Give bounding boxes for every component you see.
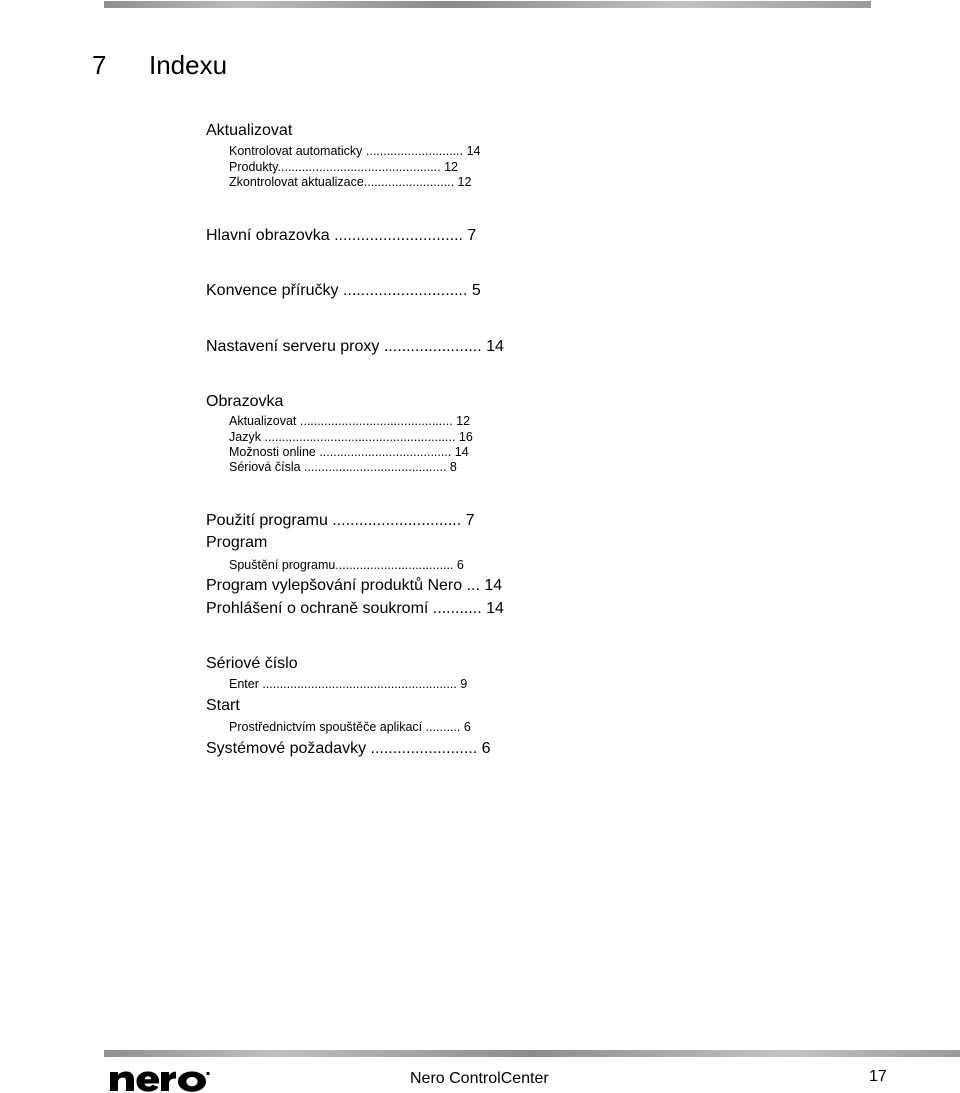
index-entry: Program vylepšování produktů Nero ... 14: [206, 577, 503, 594]
index-entry: Použití programu ............................. 7: [206, 512, 475, 529]
index-subentry: Kontrolovat automaticky ............................ 14: [229, 144, 481, 158]
index-entry: Obrazovka: [206, 393, 284, 410]
chapter-title: Indexu: [149, 50, 228, 80]
chapter-number: 7: [92, 50, 107, 80]
index-subentry: Prostřednictvím spouštěče aplikací .......... 6: [229, 720, 471, 734]
index-subentry: Aktualizovat ............................................ 12: [229, 414, 471, 428]
index-entry: Konvence příručky ............................ 5: [206, 282, 481, 299]
index-entry: Sériové číslo: [206, 655, 298, 672]
index-entry: Aktualizovat: [206, 122, 293, 139]
index-entry: Start: [206, 697, 240, 714]
index-subentry: Možnosti online ...................................... 14: [229, 445, 469, 459]
footer-product-name: Nero ControlCenter: [410, 1070, 549, 1087]
index-subentry: Enter ........................................................ 9: [229, 677, 468, 691]
index-entry: Systémové požadavky ........................ 6: [206, 740, 491, 757]
index-entry: Prohlášení o ochraně soukromí ........... 14: [206, 600, 504, 617]
footer-rule: [104, 1050, 960, 1057]
nero-logo-icon: [108, 1063, 212, 1093]
index-subentry: Spuštění programu.................................. 6: [229, 558, 464, 572]
index-entry: Nastavení serveru proxy ...................... 14: [206, 338, 504, 355]
index-subentry: Sériová čísla ......................................... 8: [229, 460, 457, 474]
index-subentry: Jazyk ....................................................... 16: [229, 430, 473, 444]
header-rule: [104, 1, 871, 8]
page-number: 17: [869, 1068, 887, 1085]
index-entry: Hlavní obrazovka ............................. 7: [206, 227, 477, 244]
index-entry: Program: [206, 534, 268, 551]
index-subentry: Zkontrolovat aktualizace.......................... 12: [229, 175, 472, 189]
index-subentry: Produkty............................................... 12: [229, 160, 459, 174]
chapter-heading: [92, 48, 227, 82]
